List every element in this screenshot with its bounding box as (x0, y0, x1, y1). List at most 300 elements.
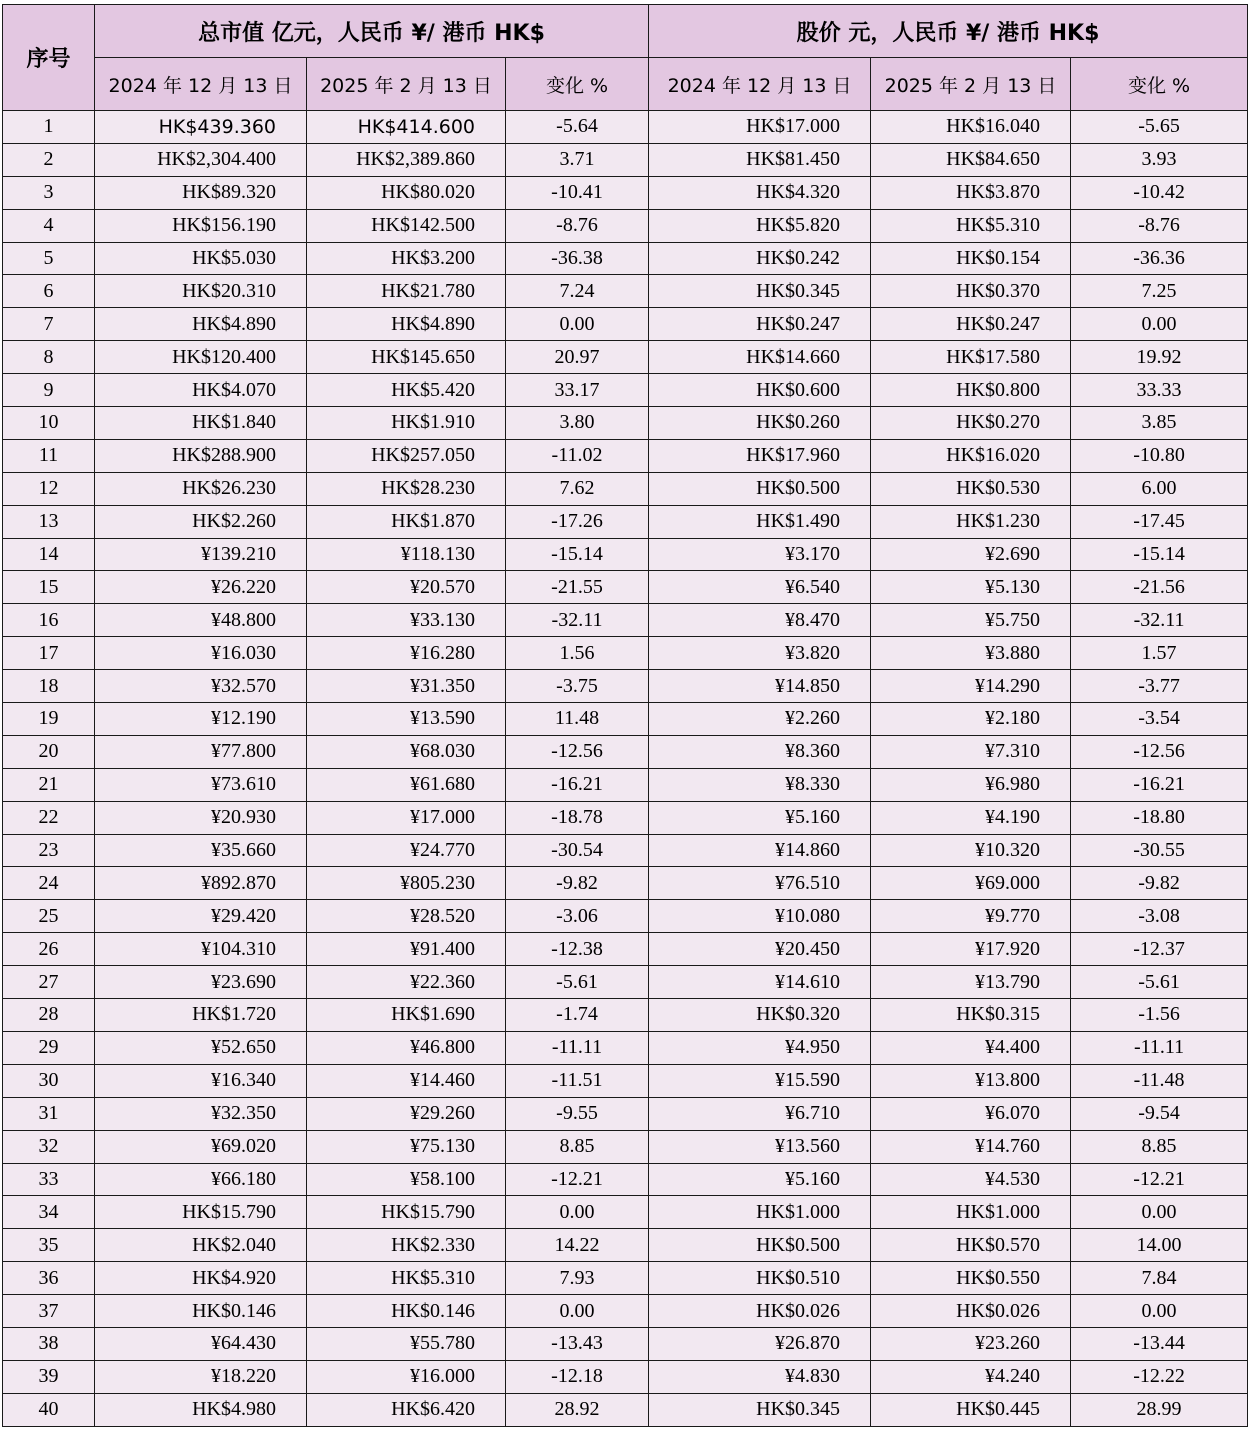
price-date2-cell: HK$5.310 (871, 209, 1071, 242)
market-cap-date1-cell: HK$4.920 (95, 1262, 307, 1295)
price-change-cell: -5.61 (1071, 966, 1248, 999)
price-date1-cell: ¥10.080 (649, 900, 871, 933)
market-cap-change-cell: -13.43 (506, 1327, 649, 1360)
market-cap-date1-cell: ¥35.660 (95, 834, 307, 867)
market-cap-date2-cell: HK$414.600 (307, 111, 506, 144)
seq-cell: 14 (3, 538, 95, 571)
price-date2-cell: HK$16.020 (871, 439, 1071, 472)
seq-cell: 31 (3, 1097, 95, 1130)
price-date2-cell: ¥4.530 (871, 1163, 1071, 1196)
market-cap-date1-cell: HK$4.070 (95, 374, 307, 407)
price-date2-cell: ¥4.400 (871, 1031, 1071, 1064)
table-row (3, 637, 1248, 670)
market-cap-date2-cell: ¥68.030 (307, 735, 506, 768)
price-date2-cell: ¥10.320 (871, 834, 1071, 867)
seq-cell: 32 (3, 1130, 95, 1163)
table-row (3, 1097, 1248, 1130)
price-change-cell: -12.37 (1071, 933, 1248, 966)
market-cap-date1-cell: ¥23.690 (95, 966, 307, 999)
seq-cell: 27 (3, 966, 95, 999)
market-cap-date2-cell: ¥31.350 (307, 670, 506, 703)
table-row (3, 966, 1248, 999)
seq-header: 序号 (3, 5, 95, 111)
price-date1-cell: ¥14.850 (649, 670, 871, 703)
price-change-cell: 0.00 (1071, 1295, 1248, 1328)
market-cap-change-cell: -11.11 (506, 1031, 649, 1064)
market-cap-change-cell: 11.48 (506, 703, 649, 736)
price-change-cell: -30.55 (1071, 834, 1248, 867)
market-cap-date2-cell: ¥33.130 (307, 604, 506, 637)
market-cap-date2-cell: HK$15.790 (307, 1196, 506, 1229)
seq-cell: 8 (3, 341, 95, 374)
market-cap-change-cell: -9.55 (506, 1097, 649, 1130)
price-change-cell: 0.00 (1071, 308, 1248, 341)
table-row (3, 1130, 1248, 1163)
market-cap-date1-cell: HK$2,304.400 (95, 143, 307, 176)
market-cap-date1-cell: ¥64.430 (95, 1327, 307, 1360)
price-date2-cell: HK$84.650 (871, 143, 1071, 176)
table-row (3, 439, 1248, 472)
market-cap-date2-cell: HK$145.650 (307, 341, 506, 374)
price-date2-cell: ¥17.920 (871, 933, 1071, 966)
seq-cell: 24 (3, 867, 95, 900)
market-cap-date2-cell: ¥20.570 (307, 571, 506, 604)
price-change-cell: -18.80 (1071, 801, 1248, 834)
market-cap-date2-cell: HK$142.500 (307, 209, 506, 242)
price-date1-cell: ¥26.870 (649, 1327, 871, 1360)
table-row (3, 1229, 1248, 1262)
market-cap-date2-cell: ¥28.520 (307, 900, 506, 933)
price-date2-cell: HK$3.870 (871, 176, 1071, 209)
market-cap-date1-cell: ¥18.220 (95, 1360, 307, 1393)
table-row (3, 275, 1248, 308)
seq-cell: 21 (3, 768, 95, 801)
market-cap-date2-cell: HK$5.310 (307, 1262, 506, 1295)
price-date1-cell: HK$0.247 (649, 308, 871, 341)
table-row (3, 505, 1248, 538)
price-change-cell: -10.80 (1071, 439, 1248, 472)
price-change-cell: -3.77 (1071, 670, 1248, 703)
market-cap-change-cell: -8.76 (506, 209, 649, 242)
table-row (3, 735, 1248, 768)
market-cap-date2-cell: ¥61.680 (307, 768, 506, 801)
market-cap-change-cell: -11.51 (506, 1064, 649, 1097)
table-row (3, 703, 1248, 736)
price-date1-cell: HK$0.320 (649, 999, 871, 1032)
market-cap-change-cell: -17.26 (506, 505, 649, 538)
table-row (3, 111, 1248, 144)
market-cap-change-cell: 20.97 (506, 341, 649, 374)
market-cap-date1-cell: HK$439.360 (95, 111, 307, 144)
price-date1-cell: HK$81.450 (649, 143, 871, 176)
table-row (3, 472, 1248, 505)
price-change-header: 变化 % (1071, 58, 1248, 111)
price-date2-cell: HK$0.550 (871, 1262, 1071, 1295)
market-cap-date1-cell: ¥73.610 (95, 768, 307, 801)
seq-cell: 36 (3, 1262, 95, 1295)
seq-cell: 3 (3, 176, 95, 209)
market-cap-change-cell: 0.00 (506, 308, 649, 341)
table-row (3, 768, 1248, 801)
table-row (3, 604, 1248, 637)
seq-cell: 39 (3, 1360, 95, 1393)
table-row (3, 1163, 1248, 1196)
market-cap-change-cell: -3.75 (506, 670, 649, 703)
market-cap-date1-cell: HK$2.040 (95, 1229, 307, 1262)
table-row (3, 1196, 1248, 1229)
market-cap-change-cell: 8.85 (506, 1130, 649, 1163)
market-cap-change-cell: 7.62 (506, 472, 649, 505)
price-change-cell: -12.21 (1071, 1163, 1248, 1196)
price-date1-cell: ¥20.450 (649, 933, 871, 966)
market-cap-date2-cell: ¥14.460 (307, 1064, 506, 1097)
price-date1-cell: ¥8.360 (649, 735, 871, 768)
price-date1-cell: HK$0.345 (649, 275, 871, 308)
table-row (3, 801, 1248, 834)
seq-cell: 35 (3, 1229, 95, 1262)
market-cap-date1-cell: HK$120.400 (95, 341, 307, 374)
market-cap-change-cell: -11.02 (506, 439, 649, 472)
price-date2-cell: HK$0.026 (871, 1295, 1071, 1328)
seq-cell: 1 (3, 111, 95, 144)
market-cap-date2-cell: ¥17.000 (307, 801, 506, 834)
market-cap-date1-cell: ¥77.800 (95, 735, 307, 768)
price-date2-cell: HK$1.230 (871, 505, 1071, 538)
price-date1-cell: HK$0.600 (649, 374, 871, 407)
market-cap-change-cell: 0.00 (506, 1295, 649, 1328)
market-cap-change-cell: -1.74 (506, 999, 649, 1032)
market-cap-date2-cell: ¥118.130 (307, 538, 506, 571)
market-cap-change-cell: -3.06 (506, 900, 649, 933)
market-cap-date1-cell: ¥26.220 (95, 571, 307, 604)
market-cap-date1-cell: ¥69.020 (95, 1130, 307, 1163)
table-row (3, 308, 1248, 341)
market-cap-date2-cell: ¥13.590 (307, 703, 506, 736)
market-cap-date2-cell: ¥24.770 (307, 834, 506, 867)
price-change-cell: 0.00 (1071, 1196, 1248, 1229)
seq-cell: 25 (3, 900, 95, 933)
market-cap-date1-cell: ¥66.180 (95, 1163, 307, 1196)
header-row-columns (3, 58, 1248, 111)
price-change-cell: -10.42 (1071, 176, 1248, 209)
price-change-cell: -16.21 (1071, 768, 1248, 801)
table-row (3, 538, 1248, 571)
market-cap-change-cell: -5.61 (506, 966, 649, 999)
price-date1-cell: HK$0.510 (649, 1262, 871, 1295)
seq-cell: 16 (3, 604, 95, 637)
market-cap-date2-cell: HK$3.200 (307, 242, 506, 275)
price-date1-cell: HK$5.820 (649, 209, 871, 242)
market-cap-date1-cell: ¥32.570 (95, 670, 307, 703)
table-row (3, 209, 1248, 242)
price-date1-cell: ¥4.950 (649, 1031, 871, 1064)
market-cap-date2-cell: ¥805.230 (307, 867, 506, 900)
market-cap-date2-cell: HK$0.146 (307, 1295, 506, 1328)
market-cap-change-cell: -30.54 (506, 834, 649, 867)
market-cap-change-cell: 33.17 (506, 374, 649, 407)
price-date1-cell: HK$0.260 (649, 407, 871, 440)
market-cap-change-cell: -12.18 (506, 1360, 649, 1393)
market-cap-date1-header: 2024 年 12 月 13 日 (95, 58, 307, 111)
market-cap-date2-cell: ¥46.800 (307, 1031, 506, 1064)
seq-cell: 7 (3, 308, 95, 341)
table-row (3, 999, 1248, 1032)
price-date1-cell: ¥76.510 (649, 867, 871, 900)
price-date2-cell: ¥23.260 (871, 1327, 1071, 1360)
table-row (3, 1064, 1248, 1097)
seq-cell: 20 (3, 735, 95, 768)
market-cap-change-cell: 7.24 (506, 275, 649, 308)
price-change-cell: 8.85 (1071, 1130, 1248, 1163)
market-cap-date1-cell: ¥20.930 (95, 801, 307, 834)
market-cap-date1-cell: HK$2.260 (95, 505, 307, 538)
price-change-cell: -9.54 (1071, 1097, 1248, 1130)
market-cap-date2-cell: HK$1.910 (307, 407, 506, 440)
table-row (3, 1295, 1248, 1328)
market-cap-change-cell: -10.41 (506, 176, 649, 209)
price-date2-cell: HK$0.445 (871, 1393, 1071, 1426)
price-change-cell: -3.54 (1071, 703, 1248, 736)
market-cap-date2-cell: ¥16.000 (307, 1360, 506, 1393)
table-row (3, 867, 1248, 900)
price-date1-cell: HK$4.320 (649, 176, 871, 209)
price-date2-header: 2025 年 2 月 13 日 (871, 58, 1071, 111)
seq-cell: 13 (3, 505, 95, 538)
price-date1-cell: HK$0.026 (649, 1295, 871, 1328)
seq-cell: 38 (3, 1327, 95, 1360)
seq-cell: 28 (3, 999, 95, 1032)
price-date1-cell: HK$1.000 (649, 1196, 871, 1229)
price-date2-cell: HK$0.315 (871, 999, 1071, 1032)
market-cap-change-cell: -12.56 (506, 735, 649, 768)
price-date2-cell: ¥14.290 (871, 670, 1071, 703)
price-change-cell: -13.44 (1071, 1327, 1248, 1360)
market-cap-date2-cell: HK$2.330 (307, 1229, 506, 1262)
price-date2-cell: HK$0.247 (871, 308, 1071, 341)
market-cap-date1-cell: ¥48.800 (95, 604, 307, 637)
price-date2-cell: ¥2.690 (871, 538, 1071, 571)
price-date1-cell: ¥5.160 (649, 1163, 871, 1196)
market-cap-date2-cell: HK$1.870 (307, 505, 506, 538)
price-date2-cell: ¥69.000 (871, 867, 1071, 900)
market-cap-date1-cell: ¥16.340 (95, 1064, 307, 1097)
price-change-cell: 7.84 (1071, 1262, 1248, 1295)
share-price-group-header: 股价 元，人民币 ¥/ 港币 HK$ (649, 5, 1248, 58)
price-change-cell: 1.57 (1071, 637, 1248, 670)
market-cap-change-cell: 28.92 (506, 1393, 649, 1426)
price-date1-cell: ¥15.590 (649, 1064, 871, 1097)
market-cap-date1-cell: HK$5.030 (95, 242, 307, 275)
price-change-cell: -9.82 (1071, 867, 1248, 900)
price-date2-cell: HK$0.370 (871, 275, 1071, 308)
price-date2-cell: ¥3.880 (871, 637, 1071, 670)
table-row (3, 176, 1248, 209)
market-cap-date2-cell: HK$28.230 (307, 472, 506, 505)
market-cap-change-cell: 0.00 (506, 1196, 649, 1229)
price-date1-cell: HK$0.500 (649, 472, 871, 505)
price-date1-cell: ¥2.260 (649, 703, 871, 736)
market-cap-date2-cell: HK$6.420 (307, 1393, 506, 1426)
price-date2-cell: HK$17.580 (871, 341, 1071, 374)
price-change-cell: 3.85 (1071, 407, 1248, 440)
market-cap-change-cell: -16.21 (506, 768, 649, 801)
market-cap-date2-cell: ¥55.780 (307, 1327, 506, 1360)
market-cap-change-cell: 1.56 (506, 637, 649, 670)
market-cap-change-cell: 3.71 (506, 143, 649, 176)
price-date1-cell: HK$0.500 (649, 1229, 871, 1262)
market-cap-change-cell: -12.38 (506, 933, 649, 966)
market-cap-date1-cell: HK$20.310 (95, 275, 307, 308)
seq-cell: 37 (3, 1295, 95, 1328)
price-date2-cell: ¥9.770 (871, 900, 1071, 933)
price-date2-cell: HK$0.800 (871, 374, 1071, 407)
table-row (3, 341, 1248, 374)
market-cap-date1-cell: ¥139.210 (95, 538, 307, 571)
table-row (3, 670, 1248, 703)
market-cap-change-cell: -32.11 (506, 604, 649, 637)
market-cap-date2-cell: HK$5.420 (307, 374, 506, 407)
seq-cell: 17 (3, 637, 95, 670)
price-change-cell: -11.48 (1071, 1064, 1248, 1097)
price-date1-cell: ¥4.830 (649, 1360, 871, 1393)
price-date2-cell: ¥6.980 (871, 768, 1071, 801)
market-cap-date1-cell: HK$4.890 (95, 308, 307, 341)
seq-cell: 9 (3, 374, 95, 407)
table-row (3, 933, 1248, 966)
seq-cell: 26 (3, 933, 95, 966)
price-date1-cell: ¥6.710 (649, 1097, 871, 1130)
price-change-cell: -1.56 (1071, 999, 1248, 1032)
market-cap-change-cell: -15.14 (506, 538, 649, 571)
market-cap-change-cell: 3.80 (506, 407, 649, 440)
market-cap-date1-cell: HK$0.146 (95, 1295, 307, 1328)
market-cap-date1-cell: ¥12.190 (95, 703, 307, 736)
price-change-cell: -36.36 (1071, 242, 1248, 275)
market-cap-change-cell: -21.55 (506, 571, 649, 604)
market-data-table (2, 4, 1248, 1427)
market-cap-group-header: 总市值 亿元，人民币 ¥/ 港币 HK$ (95, 5, 649, 58)
price-change-cell: -12.56 (1071, 735, 1248, 768)
price-change-cell: 3.93 (1071, 143, 1248, 176)
market-cap-date2-cell: ¥29.260 (307, 1097, 506, 1130)
price-date1-cell: ¥8.470 (649, 604, 871, 637)
market-cap-date2-cell: ¥58.100 (307, 1163, 506, 1196)
seq-cell: 29 (3, 1031, 95, 1064)
price-date1-cell: ¥14.860 (649, 834, 871, 867)
price-change-cell: -3.08 (1071, 900, 1248, 933)
market-cap-date2-cell: HK$21.780 (307, 275, 506, 308)
price-change-cell: -21.56 (1071, 571, 1248, 604)
market-cap-date1-cell: ¥892.870 (95, 867, 307, 900)
market-cap-date2-cell: ¥91.400 (307, 933, 506, 966)
price-date2-cell: ¥7.310 (871, 735, 1071, 768)
market-cap-date1-cell: HK$15.790 (95, 1196, 307, 1229)
price-change-cell: 28.99 (1071, 1393, 1248, 1426)
price-date2-cell: ¥13.790 (871, 966, 1071, 999)
seq-cell: 2 (3, 143, 95, 176)
market-cap-date1-cell: ¥32.350 (95, 1097, 307, 1130)
seq-cell: 15 (3, 571, 95, 604)
header-row-groups (3, 5, 1248, 58)
table-row (3, 1360, 1248, 1393)
market-cap-change-cell: -12.21 (506, 1163, 649, 1196)
market-cap-date1-cell: HK$156.190 (95, 209, 307, 242)
price-date2-cell: HK$0.270 (871, 407, 1071, 440)
market-cap-date2-cell: ¥22.360 (307, 966, 506, 999)
price-date1-cell: ¥3.820 (649, 637, 871, 670)
table-row (3, 1031, 1248, 1064)
price-date2-cell: HK$1.000 (871, 1196, 1071, 1229)
price-date1-header: 2024 年 12 月 13 日 (649, 58, 871, 111)
seq-cell: 22 (3, 801, 95, 834)
price-change-cell: -8.76 (1071, 209, 1248, 242)
table-row (3, 900, 1248, 933)
seq-cell: 4 (3, 209, 95, 242)
market-cap-date1-cell: ¥104.310 (95, 933, 307, 966)
seq-cell: 23 (3, 834, 95, 867)
price-change-cell: -32.11 (1071, 604, 1248, 637)
market-cap-date2-cell: ¥16.280 (307, 637, 506, 670)
seq-cell: 10 (3, 407, 95, 440)
price-date2-cell: ¥4.190 (871, 801, 1071, 834)
table-header (3, 5, 1248, 111)
market-cap-date2-cell: HK$2,389.860 (307, 143, 506, 176)
price-date1-cell: ¥13.560 (649, 1130, 871, 1163)
price-date2-cell: ¥4.240 (871, 1360, 1071, 1393)
table-row (3, 374, 1248, 407)
seq-cell: 34 (3, 1196, 95, 1229)
price-change-cell: 14.00 (1071, 1229, 1248, 1262)
market-cap-date2-cell: HK$4.890 (307, 308, 506, 341)
market-cap-change-cell: 14.22 (506, 1229, 649, 1262)
seq-cell: 6 (3, 275, 95, 308)
market-cap-date1-cell: HK$89.320 (95, 176, 307, 209)
price-date1-cell: ¥3.170 (649, 538, 871, 571)
price-date2-cell: ¥6.070 (871, 1097, 1071, 1130)
price-date2-cell: ¥13.800 (871, 1064, 1071, 1097)
price-date1-cell: HK$0.242 (649, 242, 871, 275)
market-cap-date2-cell: HK$1.690 (307, 999, 506, 1032)
seq-cell: 11 (3, 439, 95, 472)
seq-cell: 33 (3, 1163, 95, 1196)
price-date1-cell: ¥5.160 (649, 801, 871, 834)
market-cap-change-cell: -36.38 (506, 242, 649, 275)
market-cap-date1-cell: HK$4.980 (95, 1393, 307, 1426)
price-date2-cell: HK$0.530 (871, 472, 1071, 505)
market-cap-date2-cell: ¥75.130 (307, 1130, 506, 1163)
market-cap-change-cell: 7.93 (506, 1262, 649, 1295)
market-cap-change-cell: -5.64 (506, 111, 649, 144)
price-change-cell: -12.22 (1071, 1360, 1248, 1393)
market-cap-date2-cell: HK$257.050 (307, 439, 506, 472)
market-cap-date2-cell: HK$80.020 (307, 176, 506, 209)
market-cap-change-cell: -18.78 (506, 801, 649, 834)
price-change-cell: -11.11 (1071, 1031, 1248, 1064)
price-date1-cell: ¥8.330 (649, 768, 871, 801)
price-date2-cell: ¥5.750 (871, 604, 1071, 637)
seq-cell: 18 (3, 670, 95, 703)
price-change-cell: 33.33 (1071, 374, 1248, 407)
seq-cell: 19 (3, 703, 95, 736)
price-change-cell: 7.25 (1071, 275, 1248, 308)
price-date2-cell: HK$0.154 (871, 242, 1071, 275)
price-date2-cell: ¥2.180 (871, 703, 1071, 736)
price-change-cell: 19.92 (1071, 341, 1248, 374)
price-date1-cell: ¥14.610 (649, 966, 871, 999)
table-row (3, 1327, 1248, 1360)
table-row (3, 1393, 1248, 1426)
table-row (3, 242, 1248, 275)
